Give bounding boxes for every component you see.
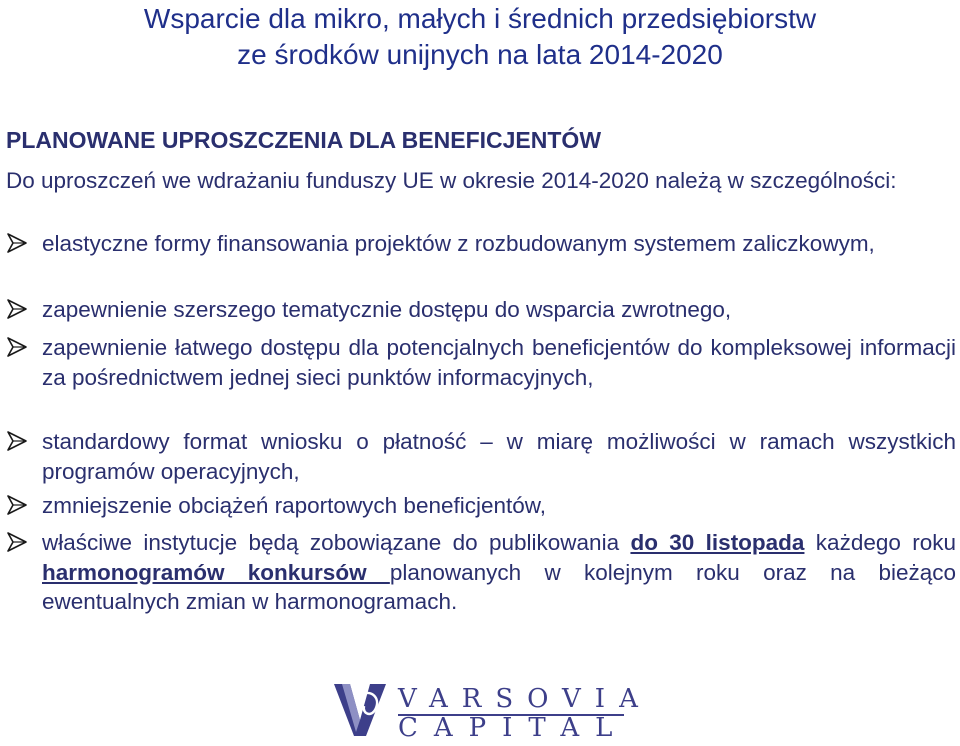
bullet-text: elastyczne formy finansowania projektów z rozbudowanym systemem zaliczkowym, <box>42 231 875 256</box>
bullet-text-part: planowanych w kolejnym roku oraz na bieżąco ewentualnych zmian w harmonogramach. <box>42 559 956 614</box>
bullet-text <box>42 528 956 617</box>
deadline-highlight: do 30 listopada <box>630 530 805 555</box>
section-heading: PLANOWANE UPROSZCZENIA DLA BENEFICJENTÓW <box>6 127 602 153</box>
varsovia-capital-logo <box>332 680 652 743</box>
schedule-highlight: harmonogramów konkursów <box>42 559 390 585</box>
arrow-bullet-icon <box>6 336 28 358</box>
bullet-text: standardowy format wniosku o płatność – w miarę możliwości w ramach wszystkich programów operacyjnych, <box>42 429 956 484</box>
bullet-text-part: każdego roku <box>804 530 956 555</box>
bullet-text: zmniejszenie obciążeń raportowych beneficjentów, <box>42 493 547 518</box>
logo-mark-icon <box>332 680 388 740</box>
title-line-1: Wsparcie dla mikro, małych i średnich przedsiębiorstw <box>143 3 817 34</box>
logo-text-line-1: VARSOVIA <box>398 684 652 714</box>
title-line-2: ze środków unijnych na lata 2014-2020 <box>237 39 723 70</box>
arrow-bullet-icon <box>6 430 28 452</box>
bullet-text: zapewnienie łatwego dostępu dla potencjalnych beneficjentów do kompleksowej informacji za pośrednictwem jednej sieci punktów informacyjnych, <box>42 335 956 390</box>
logo-text-line-2: CAPITAL <box>398 713 629 743</box>
intro-paragraph: Do uproszczeń we wdrażaniu funduszy UE w okresie 2014-2020 należą w szczególności: <box>6 168 897 193</box>
bullet-text-part: właściwe instytucje będą zobowiązane do publikowania <box>42 530 631 555</box>
arrow-bullet-icon <box>6 232 28 254</box>
bullet-text: zapewnienie szerszego tematycznie dostępu do wsparcia zwrotnego, <box>42 297 732 322</box>
arrow-bullet-icon <box>6 531 28 553</box>
arrow-bullet-icon <box>6 298 28 320</box>
arrow-bullet-icon <box>6 494 28 516</box>
